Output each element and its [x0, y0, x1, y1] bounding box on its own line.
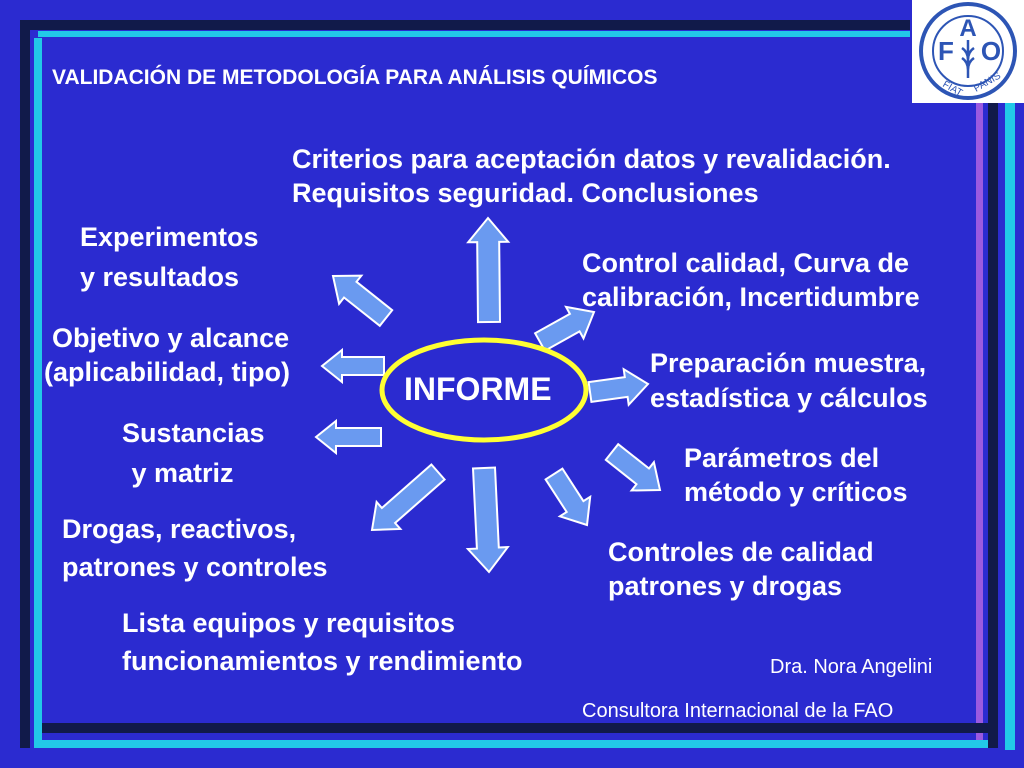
label-control-2: calibración, Incertidumbre	[582, 282, 920, 312]
author-name: Dra. Nora Angelini	[770, 656, 933, 678]
label-criterios-2: Requisitos seguridad. Conclusiones	[292, 178, 759, 208]
label-experimentos-2: y resultados	[80, 262, 240, 292]
label-lista-1: Lista equipos y requisitos	[122, 608, 456, 638]
label-lista-2: funcionamientos y rendimiento	[122, 646, 523, 676]
label-sustancias-1: Sustancias	[122, 418, 265, 448]
center-label: INFORME	[404, 371, 552, 407]
svg-text:PANIS: PANIS	[972, 70, 1003, 95]
label-preparacion-2: estadística y cálculos	[650, 383, 928, 413]
label-drogas-1: Drogas, reactivos,	[62, 514, 297, 544]
slide-title: VALIDACIÓN DE METODOLOGÍA PARA ANÁLISIS QUÍMICOS	[52, 66, 658, 89]
label-controles-1: Controles de calidad	[608, 537, 874, 567]
svg-text:A: A	[959, 15, 977, 42]
label-preparacion-1: Preparación muestra,	[650, 348, 927, 378]
label-experimentos-1: Experimentos	[80, 222, 259, 252]
svg-text:FIAT: FIAT	[940, 79, 965, 100]
label-control-1: Control calidad, Curva de	[582, 248, 910, 278]
label-controles-2: patrones y drogas	[608, 571, 843, 601]
svg-text:F: F	[938, 36, 954, 66]
label-objetivo-1: Objetivo y alcance	[52, 323, 290, 353]
label-criterios-1: Criterios para aceptación datos y revalidación.	[292, 144, 891, 174]
label-sustancias-2: y matriz	[124, 458, 234, 488]
author-affiliation: Consultora Internacional de la FAO	[582, 700, 894, 722]
label-parametros-2: método y críticos	[684, 477, 908, 507]
label-parametros-1: Parámetros del	[684, 443, 880, 473]
label-drogas-2: patrones y controles	[62, 552, 328, 582]
svg-text:O: O	[980, 36, 1002, 66]
label-objetivo-2: (aplicabilidad, tipo)	[44, 357, 291, 387]
